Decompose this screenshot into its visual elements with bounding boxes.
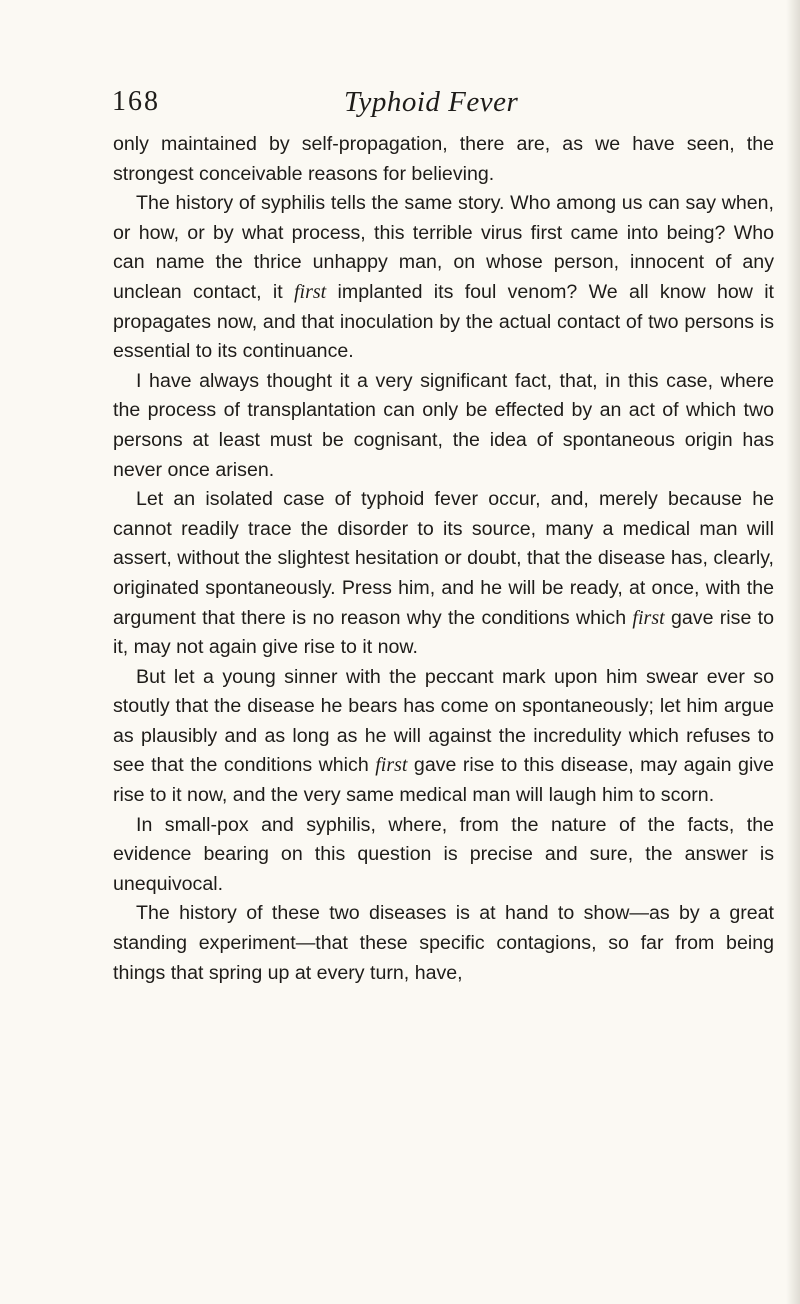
paragraph-text: gave rise to it, may not again give rise to it now. [113,606,774,659]
paragraph-text: Let an isolated case of typhoid fever occur, and, merely because he cannot readily trace the disorder to its source, many a medical man will assert, without the slightest hesitation or doubt, that the disease has, clearly, originated spontaneously. Press him, and he will be ready, at once, with the argument that there is no reason why the conditions which [113,488,774,629]
paragraph-5 [113,663,774,811]
paragraph-6 [113,811,774,900]
paragraph-2 [113,189,774,367]
italic-emphasis: first [375,754,408,777]
paragraph-text: But let a young sinner with the peccant mark upon him swear ever so stoutly that the disease he bears has come on spontaneously; let him argue as plausibly and as long as he will against the incredulity which refuses to see that the conditions which [113,665,774,777]
paragraph-7 [113,899,774,988]
running-head [112,86,682,126]
paragraph-text: In small-pox and syphilis, where, from the nature of the facts, the evidence bearing on this question is precise and sure, the answer is unequivocal. [113,813,774,895]
paragraph-text: The history of these two diseases is at hand to show—as by a great standing experiment—that these specific contagions, so far from being things that spring up at every turn, have, [113,902,774,984]
paragraph-3 [113,367,774,485]
italic-emphasis: first [293,280,327,303]
paragraph-1 [113,130,774,189]
italic-emphasis: first [632,606,665,629]
page-edge-shadow [786,0,800,1304]
page-number: 168 [112,86,160,117]
paragraph-text: only maintained by self-propagation, there are, as we have seen, the strongest conceivable reasons for believing. [113,133,774,185]
paragraph-text: I have always thought it a very significant fact, that, in this case, where the process of transplantation can only be effected by an act of which two persons at least must be cognisant, the idea of spontaneous origin has never once arisen. [113,369,774,481]
running-title: Typhoid Fever [344,86,519,118]
body-text [113,130,774,988]
paragraph-4 [113,485,774,663]
paragraph-text: gave rise to this disease, may again give rise to it now, and the very same medical man will laugh him to scorn. [113,754,774,807]
paragraph-text: The history of syphilis tells the same story. Who among us can say when, or how, or by what process, this terrible virus first came into being? Who can name the thrice unhappy man, on whose person, innocent of any unclean contact, it [113,192,774,303]
paragraph-text: implanted its foul venom? We all know how it propagates now, and that inoculation by the actual contact of two persons is essential to its continuance. [113,280,774,363]
